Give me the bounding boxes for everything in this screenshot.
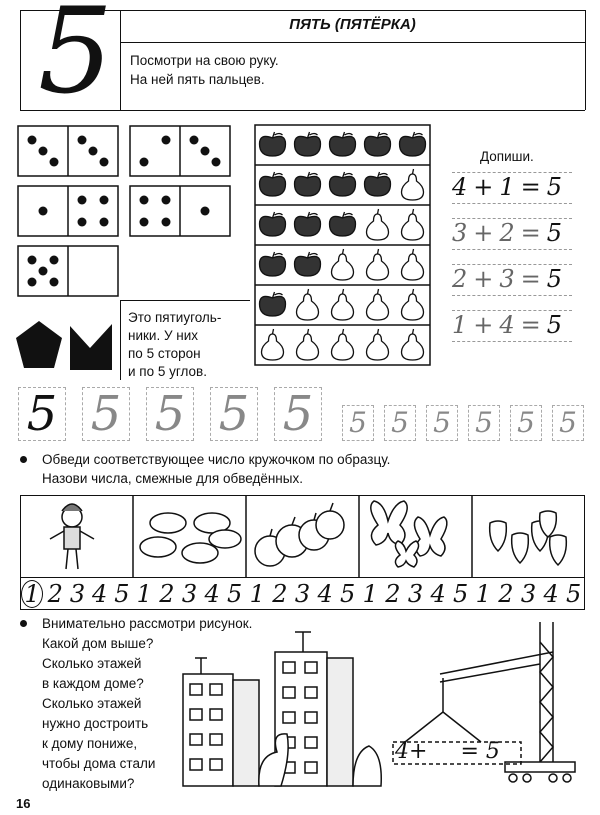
house-task-line-2: Какой дом выше? bbox=[42, 636, 154, 651]
digit-option[interactable]: 2 bbox=[498, 580, 514, 608]
digit-option[interactable]: 2 bbox=[272, 580, 288, 608]
digit-option[interactable]: 1 bbox=[249, 580, 265, 608]
equation-row[interactable] bbox=[452, 218, 572, 250]
picture-counting-strip bbox=[20, 495, 585, 610]
butterflies-icon bbox=[371, 501, 447, 567]
houses-illustration bbox=[175, 612, 595, 792]
intro-line-1: Посмотри на свою руку. bbox=[130, 53, 279, 68]
trace-five-large[interactable]: 5 bbox=[18, 387, 66, 441]
apple-icon bbox=[260, 132, 286, 156]
equation-plus: + bbox=[409, 739, 428, 764]
trace-five-large[interactable]: 5 bbox=[210, 387, 258, 441]
digit-option-circled[interactable]: 1 bbox=[21, 580, 43, 608]
pear-icon bbox=[367, 289, 389, 320]
digit-option[interactable]: 4 bbox=[92, 580, 108, 608]
pear-icon bbox=[402, 209, 424, 240]
digit-option[interactable]: 4 bbox=[204, 580, 220, 608]
domino-5 bbox=[18, 246, 118, 296]
equation-equals: = bbox=[520, 219, 543, 247]
equation-result: 5 bbox=[546, 173, 565, 201]
pentagon-regular bbox=[16, 321, 62, 368]
pear-icon bbox=[367, 209, 389, 240]
house-task-line-4: в каждом доме? bbox=[42, 676, 144, 691]
circle-task-line-2: Назови числа, смежные для обведённых. bbox=[42, 471, 303, 486]
bullet-1 bbox=[20, 456, 27, 463]
pentagon-shapes bbox=[12, 318, 122, 378]
digit-option[interactable]: 1 bbox=[362, 580, 378, 608]
equation-result: 5 bbox=[546, 265, 565, 293]
pear-icon bbox=[297, 289, 319, 320]
apple-icon bbox=[295, 252, 321, 276]
apple-icon bbox=[330, 212, 356, 236]
digit-option[interactable]: 4 bbox=[430, 580, 446, 608]
digit-option[interactable]: 1 bbox=[136, 580, 152, 608]
equation-row[interactable] bbox=[452, 264, 572, 296]
apple-icon bbox=[260, 172, 286, 196]
digit-option[interactable]: 3 bbox=[407, 580, 424, 608]
equation-row[interactable] bbox=[452, 310, 572, 342]
pear-icon bbox=[367, 329, 389, 360]
pear-icon bbox=[297, 329, 319, 360]
house-task-line-9: одинаковыми? bbox=[42, 776, 135, 791]
equation-result: 5 bbox=[546, 311, 565, 339]
header-right-line bbox=[585, 10, 586, 110]
pear-icon bbox=[332, 249, 354, 280]
digit-group bbox=[133, 579, 246, 609]
header-left-line bbox=[20, 10, 21, 110]
pentagon-section bbox=[0, 300, 250, 385]
cups-icon bbox=[140, 513, 241, 563]
trace-five-small[interactable]: 5 bbox=[510, 405, 542, 441]
apple-icon bbox=[365, 132, 391, 156]
pentagon-irregular bbox=[70, 324, 112, 370]
pentagon-text-4: и по 5 углов. bbox=[128, 364, 207, 379]
equation-plus: + bbox=[473, 311, 496, 339]
house-equation bbox=[395, 739, 500, 765]
equation-equals: = bbox=[520, 265, 543, 293]
equation-equals: = bbox=[520, 311, 543, 339]
apple-icon bbox=[330, 132, 356, 156]
equation-plus: + bbox=[473, 219, 496, 247]
apple-icon bbox=[295, 132, 321, 156]
trace-five-small[interactable]: 5 bbox=[552, 405, 584, 441]
fruit-grid-section bbox=[250, 120, 440, 385]
digit-option[interactable]: 3 bbox=[69, 580, 86, 608]
equation-term-b: 2 bbox=[499, 219, 517, 247]
bush-icon bbox=[259, 734, 288, 786]
equation-eq: = bbox=[460, 739, 479, 764]
digit-group bbox=[20, 579, 133, 609]
apple-icon bbox=[295, 212, 321, 236]
apples-icon bbox=[255, 503, 344, 566]
equation-plus: + bbox=[473, 173, 496, 201]
equation-a: 4 bbox=[395, 739, 409, 764]
domino-1 bbox=[18, 126, 118, 176]
digit-option[interactable]: 5 bbox=[227, 580, 243, 608]
digit-group bbox=[246, 579, 359, 609]
title-underline bbox=[120, 42, 585, 43]
strip-digit-line bbox=[20, 577, 585, 578]
domino-2 bbox=[130, 126, 230, 176]
equation-result: 5 bbox=[485, 739, 500, 764]
house-task-line-7: к дому пониже, bbox=[42, 736, 138, 751]
trace-five-small[interactable]: 5 bbox=[384, 405, 416, 441]
short-house-icon bbox=[183, 658, 259, 786]
pear-icon bbox=[402, 249, 424, 280]
fruit-grid bbox=[250, 120, 440, 385]
pentagon-text-3: по 5 сторон bbox=[128, 346, 201, 361]
trace-five-small[interactable]: 5 bbox=[468, 405, 500, 441]
pear-icon bbox=[402, 329, 424, 360]
bullet-2 bbox=[20, 620, 27, 627]
finish-task-label: Допиши. bbox=[480, 149, 534, 164]
trace-five-small[interactable]: 5 bbox=[342, 405, 374, 441]
equation-term-a: 3 bbox=[452, 219, 470, 247]
pear-icon bbox=[402, 289, 424, 320]
digit-group bbox=[472, 579, 585, 609]
digit-group bbox=[359, 579, 472, 609]
digit-option[interactable]: 5 bbox=[114, 580, 130, 608]
house-task-line-6: нужно достроить bbox=[42, 716, 149, 731]
house-task-line-5: Сколько этажей bbox=[42, 696, 142, 711]
digit-option[interactable]: 4 bbox=[543, 580, 559, 608]
digit-option[interactable]: 1 bbox=[475, 580, 491, 608]
house-task-line-3: Сколько этажей bbox=[42, 656, 142, 671]
header-bottom-line bbox=[20, 110, 585, 111]
equation-plus: + bbox=[473, 265, 496, 293]
digit-option[interactable]: 5 bbox=[566, 580, 582, 608]
equation-equals: = bbox=[520, 173, 543, 201]
circle-task-line-1: Обведи соответствующее число кружочком по образцу. bbox=[42, 452, 391, 467]
trace-five-large[interactable]: 5 bbox=[82, 387, 130, 441]
big-digit: 5 bbox=[38, 0, 114, 120]
digit-option[interactable]: 2 bbox=[385, 580, 401, 608]
intro-line-2: На ней пять пальцев. bbox=[130, 72, 265, 87]
finish-task-section bbox=[440, 120, 600, 350]
apple-icon bbox=[330, 172, 356, 196]
house-task-section bbox=[0, 612, 600, 792]
pentagon-text-1: Это пятиуголь- bbox=[128, 310, 222, 325]
equation-term-b: 1 bbox=[499, 173, 517, 201]
apple-icon bbox=[295, 172, 321, 196]
pear-icon bbox=[402, 169, 424, 200]
apple-icon bbox=[260, 292, 286, 316]
pear-icon bbox=[262, 329, 284, 360]
bush-icon-2 bbox=[353, 746, 381, 786]
house-task-line-1: Внимательно рассмотри рисунок. bbox=[42, 616, 253, 631]
equation-result: 5 bbox=[546, 219, 565, 247]
trace-five-small[interactable]: 5 bbox=[426, 405, 458, 441]
equation-term-a: 2 bbox=[452, 265, 470, 293]
page-number: 16 bbox=[16, 796, 31, 811]
equation-row[interactable] bbox=[452, 172, 572, 204]
page-title: ПЯТЬ (ПЯТЁРКА) bbox=[289, 16, 416, 33]
house-task-line-8: чтобы дома стали bbox=[42, 756, 156, 771]
trace-row bbox=[0, 385, 600, 445]
digit-option[interactable]: 3 bbox=[294, 580, 311, 608]
equation-term-a: 1 bbox=[452, 311, 470, 339]
equation-term-a: 4 bbox=[452, 173, 470, 201]
trace-five-large[interactable]: 5 bbox=[146, 387, 194, 441]
doll-icon bbox=[50, 504, 94, 569]
equation-term-b: 4 bbox=[499, 311, 517, 339]
pear-icon bbox=[332, 289, 354, 320]
circle-task-instructions bbox=[0, 450, 600, 490]
strip-pictures bbox=[20, 495, 585, 577]
header-top-line bbox=[20, 10, 585, 11]
digit-option[interactable]: 2 bbox=[159, 580, 175, 608]
digit-option[interactable]: 3 bbox=[181, 580, 198, 608]
domino-4 bbox=[130, 186, 230, 236]
equation-term-b: 3 bbox=[499, 265, 517, 293]
apple-icon bbox=[260, 212, 286, 236]
pear-icon bbox=[367, 249, 389, 280]
pentagon-text-2: ники. У них bbox=[128, 328, 199, 343]
trace-five-large[interactable]: 5 bbox=[274, 387, 322, 441]
pentagon-box-top bbox=[120, 300, 250, 301]
pear-icon bbox=[332, 329, 354, 360]
strawberries-icon bbox=[490, 511, 567, 565]
digit-option[interactable]: 5 bbox=[340, 580, 356, 608]
digit-option[interactable]: 5 bbox=[453, 580, 469, 608]
header-section bbox=[0, 0, 600, 120]
digit-option[interactable]: 2 bbox=[47, 580, 63, 608]
apple-icon bbox=[400, 132, 426, 156]
apple-icon bbox=[365, 172, 391, 196]
digit-option[interactable]: 3 bbox=[520, 580, 537, 608]
apple-icon bbox=[260, 252, 286, 276]
digit-option[interactable]: 4 bbox=[317, 580, 333, 608]
domino-3 bbox=[18, 186, 118, 236]
